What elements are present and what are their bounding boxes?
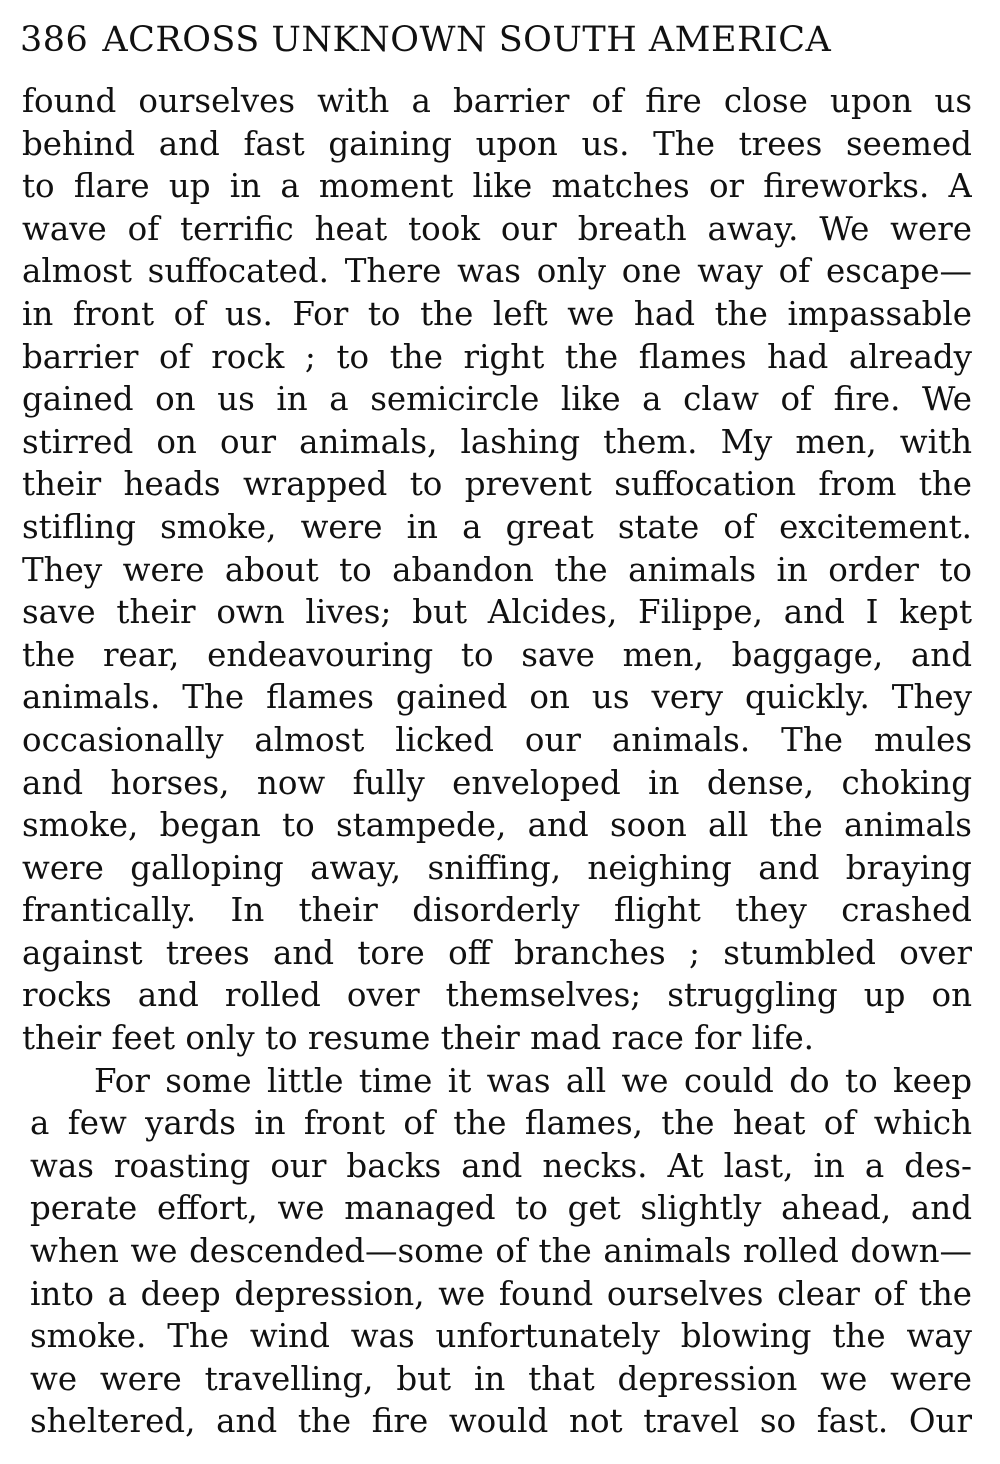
text-line: into a deep depression, we found ourselves clear of the (30, 1274, 972, 1313)
text-line: save their own lives; but Alcides, Filippe, and I kept (22, 593, 972, 632)
text-line: smoke. The wind was unfortunately blowing the way (30, 1317, 972, 1356)
text-line: They were about to abandon the animals in order to (22, 550, 972, 589)
text-line: was roasting our backs and necks. At last, in a des- (30, 1146, 972, 1185)
text-line: against trees and tore off branches ; stumbled over (22, 933, 972, 972)
text-line: almost suffocated. There was only one way of escape— (22, 252, 972, 291)
text-line: stifling smoke, were in a great state of excitement. (22, 507, 972, 546)
text-line: the rear, endeavouring to save men, baggage, and (22, 635, 972, 674)
text-line: sheltered, and the fire would not travel so fast. Our (30, 1402, 972, 1441)
text-line: gained on us in a semicircle like a claw of fire. We (22, 380, 972, 419)
text-line: when we descended—some of the animals rolled down— (30, 1232, 972, 1271)
text-line: behind and fast gaining upon us. The trees seemed (22, 124, 972, 163)
text-line: in front of us. For to the left we had the impassable (22, 294, 972, 333)
text-line: a few yards in front of the flames, the heat of which (30, 1104, 972, 1143)
text-line: barrier of rock ; to the right the flames had already (22, 337, 972, 376)
text-line: wave of terrific heat took our breath away. We were (22, 209, 972, 248)
paragraph-2 (22, 1060, 972, 1443)
text-line: smoke, began to stampede, and soon all the animals (22, 806, 972, 845)
text-line: perate effort, we managed to get slightly ahead, and (30, 1189, 972, 1228)
running-header (20, 18, 980, 62)
text-line: their heads wrapped to prevent suffocation from the (22, 465, 972, 504)
text-line: their feet only to resume their mad race for life. (22, 1019, 815, 1058)
text-line: and horses, now fully enveloped in dense, choking (22, 763, 972, 802)
text-line: to flare up in a moment like matches or fireworks. A (22, 167, 972, 206)
text-line: rocks and rolled over themselves; struggling up on (22, 976, 972, 1015)
text-line: found ourselves with a barrier of fire close upon us (22, 82, 972, 120)
paragraph-1 (22, 80, 972, 1060)
text-line: we were travelling, but in that depression we were (30, 1359, 972, 1398)
text-line: stirred on our animals, lashing them. My men, with (22, 422, 972, 461)
running-title: ACROSS UNKNOWN SOUTH AMERICA (102, 20, 832, 60)
text-line: occasionally almost licked our animals. The mules (22, 720, 972, 759)
body-text (22, 80, 972, 1443)
text-line: For some little time it was all we could do to keep (94, 1061, 972, 1100)
text-line: were galloping away, sniffing, neighing and braying (22, 848, 972, 887)
page-number: 386 (20, 20, 89, 60)
text-line: animals. The flames gained on us very quickly. They (22, 678, 972, 717)
text-line: frantically. In their disorderly flight they crashed (22, 891, 972, 930)
